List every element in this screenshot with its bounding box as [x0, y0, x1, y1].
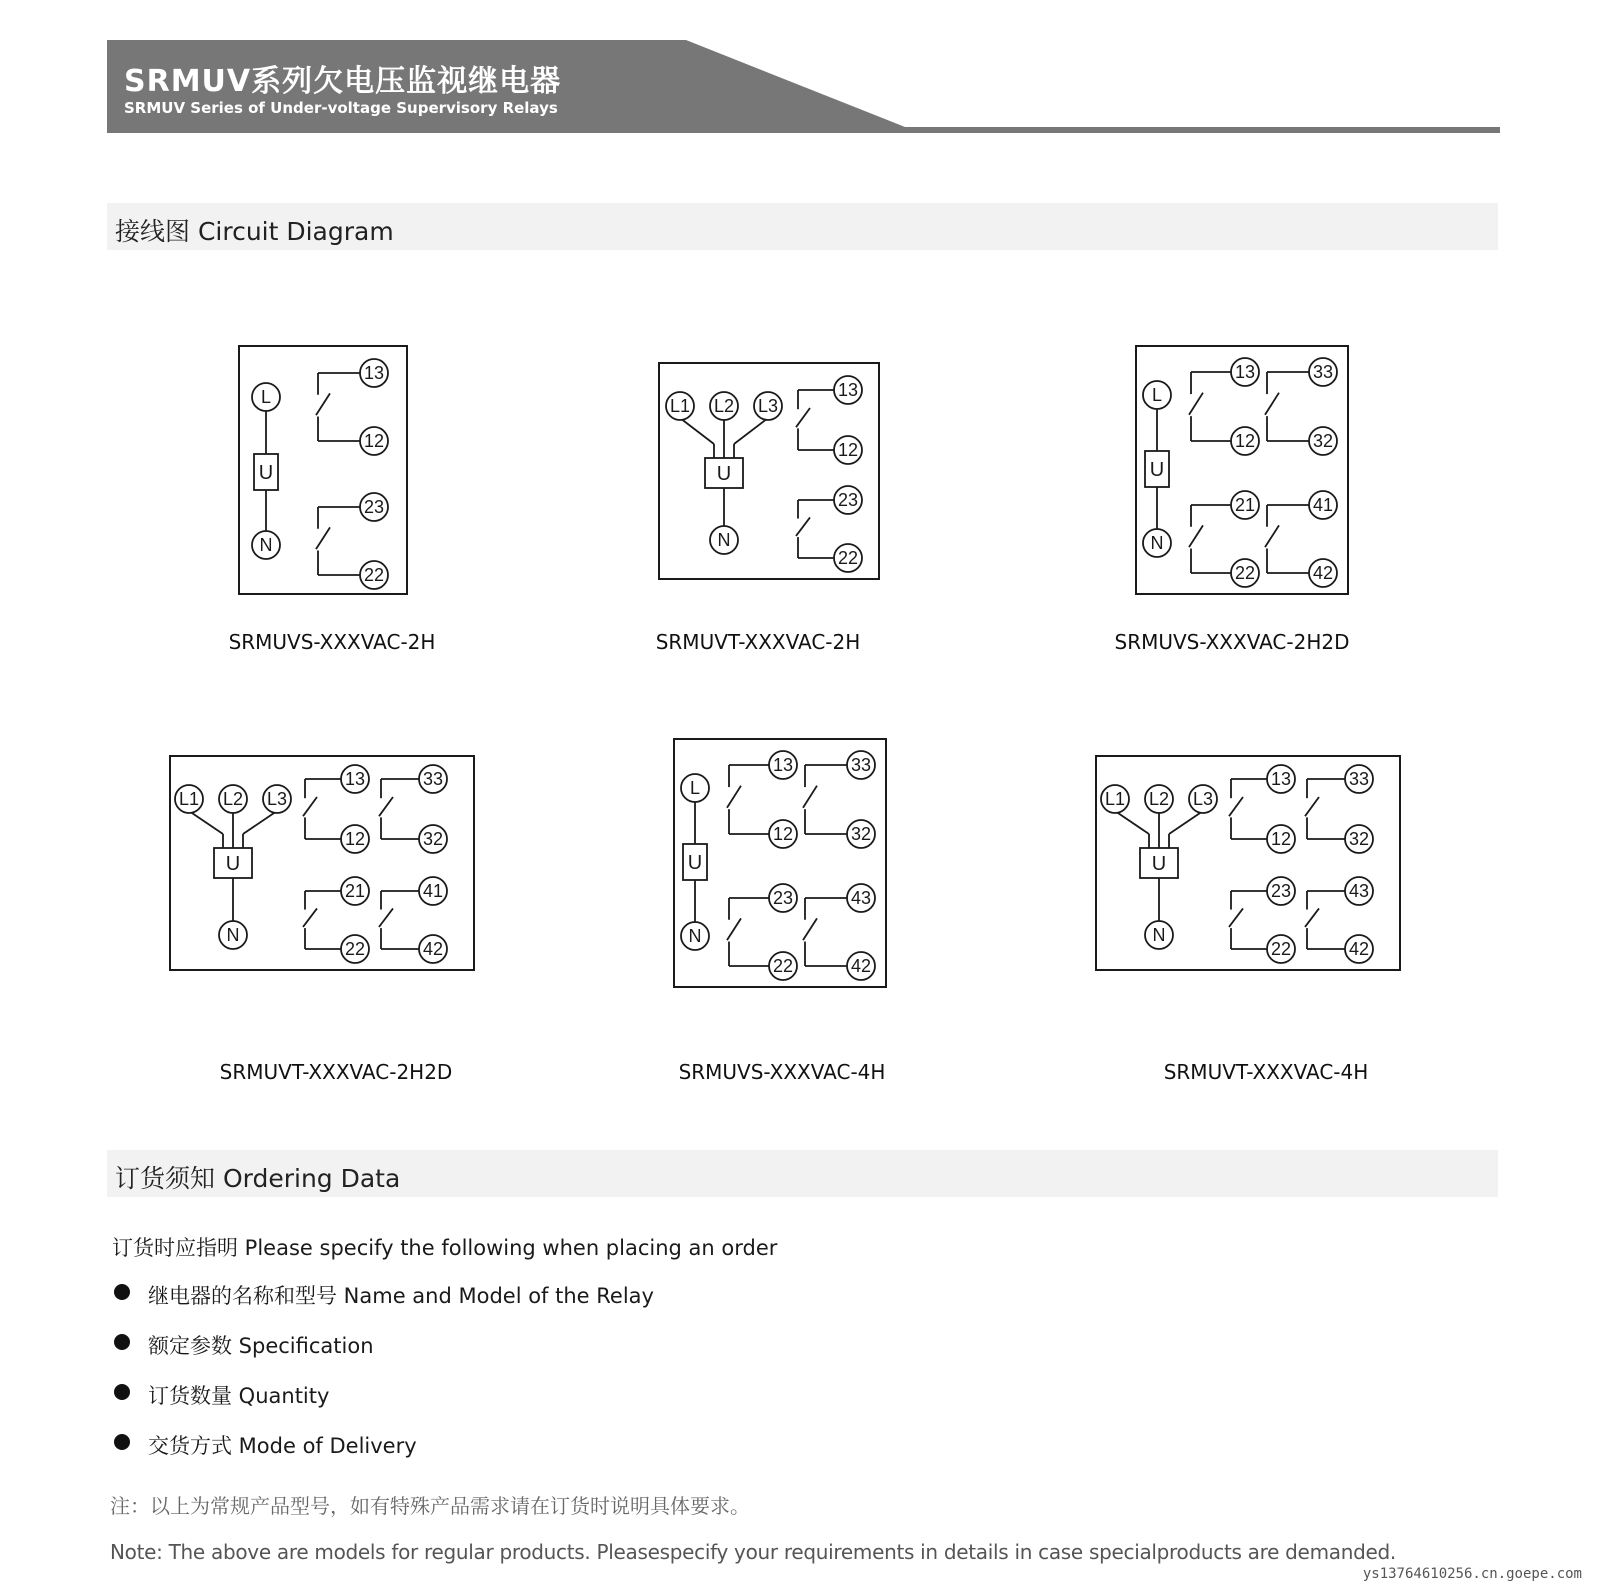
terminal-label: L3: [266, 789, 288, 809]
diagram-6: [1095, 755, 1401, 971]
terminal-label: N: [1150, 533, 1164, 553]
diagram-2: [658, 362, 880, 580]
diagram-3: [1135, 345, 1349, 595]
model-label-5: SRMUVS-XXXVAC-4H: [678, 1060, 886, 1084]
terminal-label: 42: [850, 956, 872, 976]
terminal-label: N: [259, 535, 273, 555]
relay-coil-label: U: [716, 463, 732, 485]
terminal-label: 32: [1348, 829, 1370, 849]
diagram-4: [169, 755, 475, 971]
wire: [1229, 908, 1243, 927]
wire: [803, 918, 817, 940]
terminal-label: L1: [1104, 789, 1126, 809]
wire: [796, 517, 810, 536]
terminal-label: 43: [850, 888, 872, 908]
list-item: 继电器的名称和型号 Name and Model of the Relay: [112, 1280, 654, 1330]
terminal-label: 42: [422, 939, 444, 959]
model-label-3: SRMUVS-XXXVAC-2H2D: [1114, 630, 1350, 654]
relay-coil-label: U: [258, 462, 274, 484]
terminal-label: 32: [1312, 431, 1334, 451]
terminal-label: L2: [1148, 789, 1170, 809]
circuit-section-header: [107, 203, 1498, 250]
wire: [243, 811, 277, 834]
terminal-label: 13: [344, 769, 366, 789]
list-item: 额定参数 Specification: [112, 1330, 654, 1380]
terminal-label: 12: [344, 829, 366, 849]
terminal-label: 32: [850, 824, 872, 844]
terminal-label: 13: [772, 755, 794, 775]
terminal-label: 33: [422, 769, 444, 789]
terminal-label: 22: [344, 939, 366, 959]
terminal-label: 22: [837, 548, 859, 568]
terminal-label: 22: [1270, 939, 1292, 959]
wire: [1305, 797, 1319, 816]
order-intro: 订货时应指明 Please specify the following when placing an order: [112, 1236, 778, 1260]
terminal-label: L3: [1192, 789, 1214, 809]
terminal-label: 13: [1270, 769, 1292, 789]
terminal-label: 23: [363, 497, 385, 517]
bullet-icon: [114, 1334, 130, 1350]
model-label-2: SRMUVT-XXXVAC-2H: [655, 630, 861, 654]
terminal-label: L: [689, 778, 701, 798]
wire: [316, 393, 330, 415]
wire: [316, 527, 330, 549]
terminal-label: 41: [422, 881, 444, 901]
wire: [1229, 797, 1243, 816]
wire: [303, 908, 317, 927]
wire: [796, 408, 810, 427]
terminal-label: 12: [1234, 431, 1256, 451]
wire: [1189, 525, 1203, 547]
model-label-6: SRMUVT-XXXVAC-4H: [1163, 1060, 1369, 1084]
bullet-icon: [114, 1434, 130, 1450]
terminal-label: N: [717, 530, 731, 550]
bullet-icon: [114, 1384, 130, 1400]
wire: [189, 811, 223, 834]
terminal-label: N: [1152, 925, 1166, 945]
terminal-label: 43: [1348, 881, 1370, 901]
relay-coil-label: U: [1149, 459, 1165, 481]
wire: [734, 418, 768, 444]
list-item: 交货方式 Mode of Delivery: [112, 1430, 654, 1480]
terminal-label: L2: [222, 789, 244, 809]
diagram-5: [673, 738, 887, 988]
diagram-1: [238, 345, 408, 595]
terminal-label: 33: [1348, 769, 1370, 789]
header-banner: [0, 0, 1600, 140]
terminal-label: 33: [850, 755, 872, 775]
wire: [1265, 525, 1279, 547]
model-label-1: SRMUVS-XXXVAC-2H: [228, 630, 436, 654]
watermark: ys13764610256.cn.goepe.com: [1362, 1566, 1582, 1582]
list-item: 订货数量 Quantity: [112, 1380, 654, 1430]
ordering-section-header: [107, 1150, 1498, 1197]
terminal-label: 12: [363, 431, 385, 451]
terminal-label: 23: [1270, 881, 1292, 901]
wire: [1169, 811, 1203, 834]
wire: [1265, 393, 1279, 415]
terminal-label: 12: [837, 440, 859, 460]
wire: [1115, 811, 1149, 834]
terminal-label: 12: [772, 824, 794, 844]
wire: [803, 786, 817, 808]
terminal-label: 13: [363, 363, 385, 383]
terminal-label: 41: [1312, 495, 1334, 515]
terminal-label: L: [260, 387, 272, 407]
terminal-label: 23: [772, 888, 794, 908]
terminal-label: N: [688, 926, 702, 946]
wire: [727, 786, 741, 808]
wire: [1305, 908, 1319, 927]
terminal-label: 21: [1234, 495, 1256, 515]
terminal-label: L: [1151, 385, 1163, 405]
terminal-label: 42: [1312, 563, 1334, 583]
terminal-label: L1: [669, 396, 691, 416]
relay-coil-label: U: [225, 853, 241, 875]
relay-coil-label: U: [687, 852, 703, 874]
page-title: SRMUV系列欠电压监视继电器: [124, 64, 562, 99]
terminal-label: 23: [837, 490, 859, 510]
bullet-icon: [114, 1284, 130, 1300]
note-chinese: 注：以上为常规产品型号，如有特殊产品需求请在订货时说明具体要求。: [110, 1494, 750, 1518]
model-label-4: SRMUVT-XXXVAC-2H2D: [219, 1060, 453, 1084]
terminal-label: 22: [363, 565, 385, 585]
wire: [727, 918, 741, 940]
wire: [303, 797, 317, 816]
terminal-label: 33: [1312, 362, 1334, 382]
terminal-label: 12: [1270, 829, 1292, 849]
terminal-label: 13: [1234, 362, 1256, 382]
wire: [1189, 393, 1203, 415]
wire: [379, 797, 393, 816]
relay-coil-label: U: [1151, 853, 1167, 875]
terminal-label: 21: [344, 881, 366, 901]
terminal-label: L2: [713, 396, 735, 416]
terminal-label: 32: [422, 829, 444, 849]
ordering-section-title: 订货须知 Ordering Data: [115, 1164, 401, 1193]
terminal-label: 13: [837, 380, 859, 400]
terminal-label: N: [226, 925, 240, 945]
wire: [379, 908, 393, 927]
order-list: [112, 1280, 654, 1480]
terminal-label: 22: [1234, 563, 1256, 583]
wire: [680, 418, 714, 444]
terminal-label: L3: [757, 396, 779, 416]
circuit-section-title: 接线图 Circuit Diagram: [115, 217, 394, 246]
terminal-label: L1: [178, 789, 200, 809]
terminal-label: 22: [772, 956, 794, 976]
terminal-label: 42: [1348, 939, 1370, 959]
page-subtitle: SRMUV Series of Under-voltage Supervisory Relays: [124, 99, 558, 117]
note-english: Note: The above are models for regular products. Pleasespecify your requirements in details in case specialproducts are demanded.: [110, 1540, 1396, 1564]
